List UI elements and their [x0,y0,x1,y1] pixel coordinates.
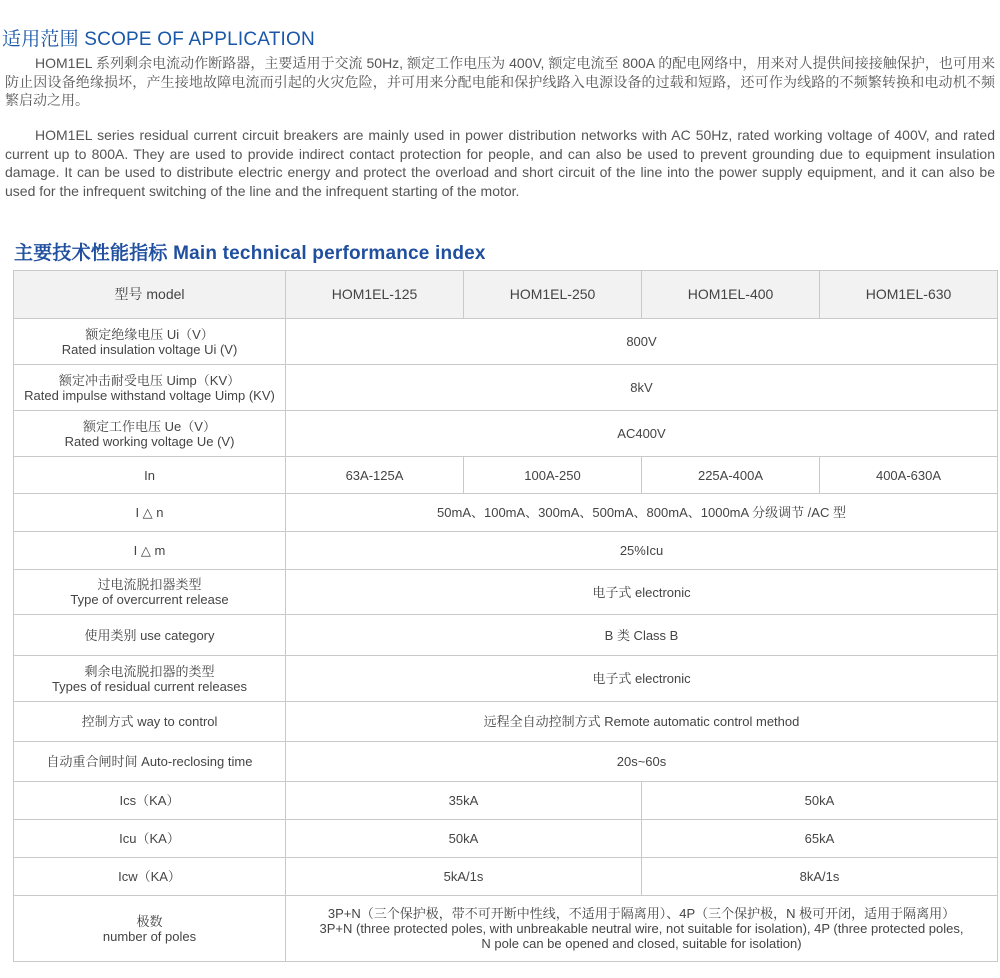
row-label-en: Types of residual current releases [51,678,248,694]
row-value: 20s~60s [286,742,998,782]
row-label [14,365,286,411]
row-label [14,411,286,457]
row-label: I △ m [14,532,286,570]
row-label [14,896,286,962]
row-label-en: number of poles [102,928,197,944]
poles-value-line-1: 3P+N（三个保护极，带不可开断中性线，不适用于隔离用）、4P（三个保护极，N 极可开闭，适用于隔离用） [327,906,956,921]
row-value: 400A-630A [820,457,998,494]
row-label: 控制方式 way to control [14,702,286,742]
header-model-630: HOM1EL-630 [820,271,998,319]
table-row [14,457,998,494]
scope-heading: 适用范围 SCOPE OF APPLICATION [2,29,315,50]
row-label-zh: 极数 [136,913,163,929]
row-value: 35kA [286,782,642,820]
poles-value-line-2: 3P+N (three protected poles, with unbreakable neutral wire, not suitable for isolation), 4P (three protected poles, [319,921,964,936]
table-row [14,702,998,742]
table-row [14,858,998,896]
row-value: 65kA [642,820,998,858]
row-label-zh: 剩余电流脱扣器的类型 [84,663,215,679]
row-label: Icu（KA） [14,820,286,858]
scope-paragraph-en: HOM1EL series residual current circuit breakers are mainly used in power distribution networks with AC 50Hz, rated working voltage of 400V, and rated current up to 800A. They are used to provide indirect contact protection for people, and can also be used to prevent grounding due to equipment insulation damage. It can be used to distribute electric energy and protect the overload and short circuit of the line into the power supply equipment, and it can also be used for the infrequent switching of the line and the infrequent starting of the motor. [5,127,995,199]
row-value: 50kA [286,820,642,858]
row-value: 8kA/1s [642,858,998,896]
row-value: 电子式 electronic [286,570,998,615]
table-row [14,494,998,532]
row-value: AC400V [286,411,998,457]
table-row [14,896,998,962]
row-value: 225A-400A [642,457,820,494]
row-label [14,570,286,615]
table-row [14,411,998,457]
table-row [14,615,998,656]
row-value: B 类 Class B [286,615,998,656]
row-label [14,319,286,365]
table-header-row [14,271,998,319]
row-value: 800V [286,319,998,365]
row-label: In [14,457,286,494]
row-value: 8kV [286,365,998,411]
row-value: 50kA [642,782,998,820]
table-row [14,742,998,782]
performance-heading: 主要技术性能指标 Main technical performance index [14,243,486,264]
row-label-en: Rated impulse withstand voltage Uimp (KV) [24,387,275,403]
table-row [14,570,998,615]
performance-table [13,270,998,962]
header-model-125: HOM1EL-125 [286,271,464,319]
row-value: 电子式 electronic [286,656,998,702]
row-label-en: Rated working voltage Ue (V) [64,433,235,449]
row-value [286,896,998,962]
row-label: 自动重合闸时间 Auto-reclosing time [14,742,286,782]
row-value: 5kA/1s [286,858,642,896]
table-row [14,782,998,820]
header-model-label: 型号 model [14,271,286,319]
row-label-zh: 过电流脱扣器类型 [97,577,202,592]
row-value: 远程全自动控制方式 Remote automatic control method [286,702,998,742]
table-row [14,532,998,570]
row-label-zh: 额定工作电压 Ue（V） [83,418,216,434]
table-row [14,365,998,411]
row-label-zh: 额定绝缘电压 Ui（V） [85,326,214,342]
table-row [14,820,998,858]
row-label-en: Rated insulation voltage Ui (V) [61,341,238,357]
table-row [14,656,998,702]
row-label: Ics（KA） [14,782,286,820]
scope-paragraph-zh: HOM1EL 系列剩余电流动作断路器，主要适用于交流 50Hz, 额定工作电压为 400V, 额定电流至 800A 的配电网络中，用来对人提供间接接触保护，也可用来防止因设备绝缘损坏，产生接地故障电流而引起的火灾危险，并可用来分配电能和保护线路入电源设备的过载和短路，还可作为线路的不频繁转换和电动机不频繁启动之用。 [5,55,995,108]
row-label: I △ n [14,494,286,532]
row-label: 使用类别 use category [14,615,286,656]
row-value: 100A-250 [464,457,642,494]
row-label-zh: 额定冲击耐受电压 Uimp（KV） [58,372,241,388]
header-model-250: HOM1EL-250 [464,271,642,319]
row-value: 63A-125A [286,457,464,494]
poles-value-line-3: N pole can be opened and closed, suitable for isolation) [481,936,802,951]
row-label [14,656,286,702]
table-row [14,319,998,365]
header-model-400: HOM1EL-400 [642,271,820,319]
row-label: Icw（KA） [14,858,286,896]
row-value: 25%Icu [286,532,998,570]
row-value: 50mA、100mA、300mA、500mA、800mA、1000mA 分级调节 /AC 型 [286,494,998,532]
row-label-en: Type of overcurrent release [70,592,229,607]
